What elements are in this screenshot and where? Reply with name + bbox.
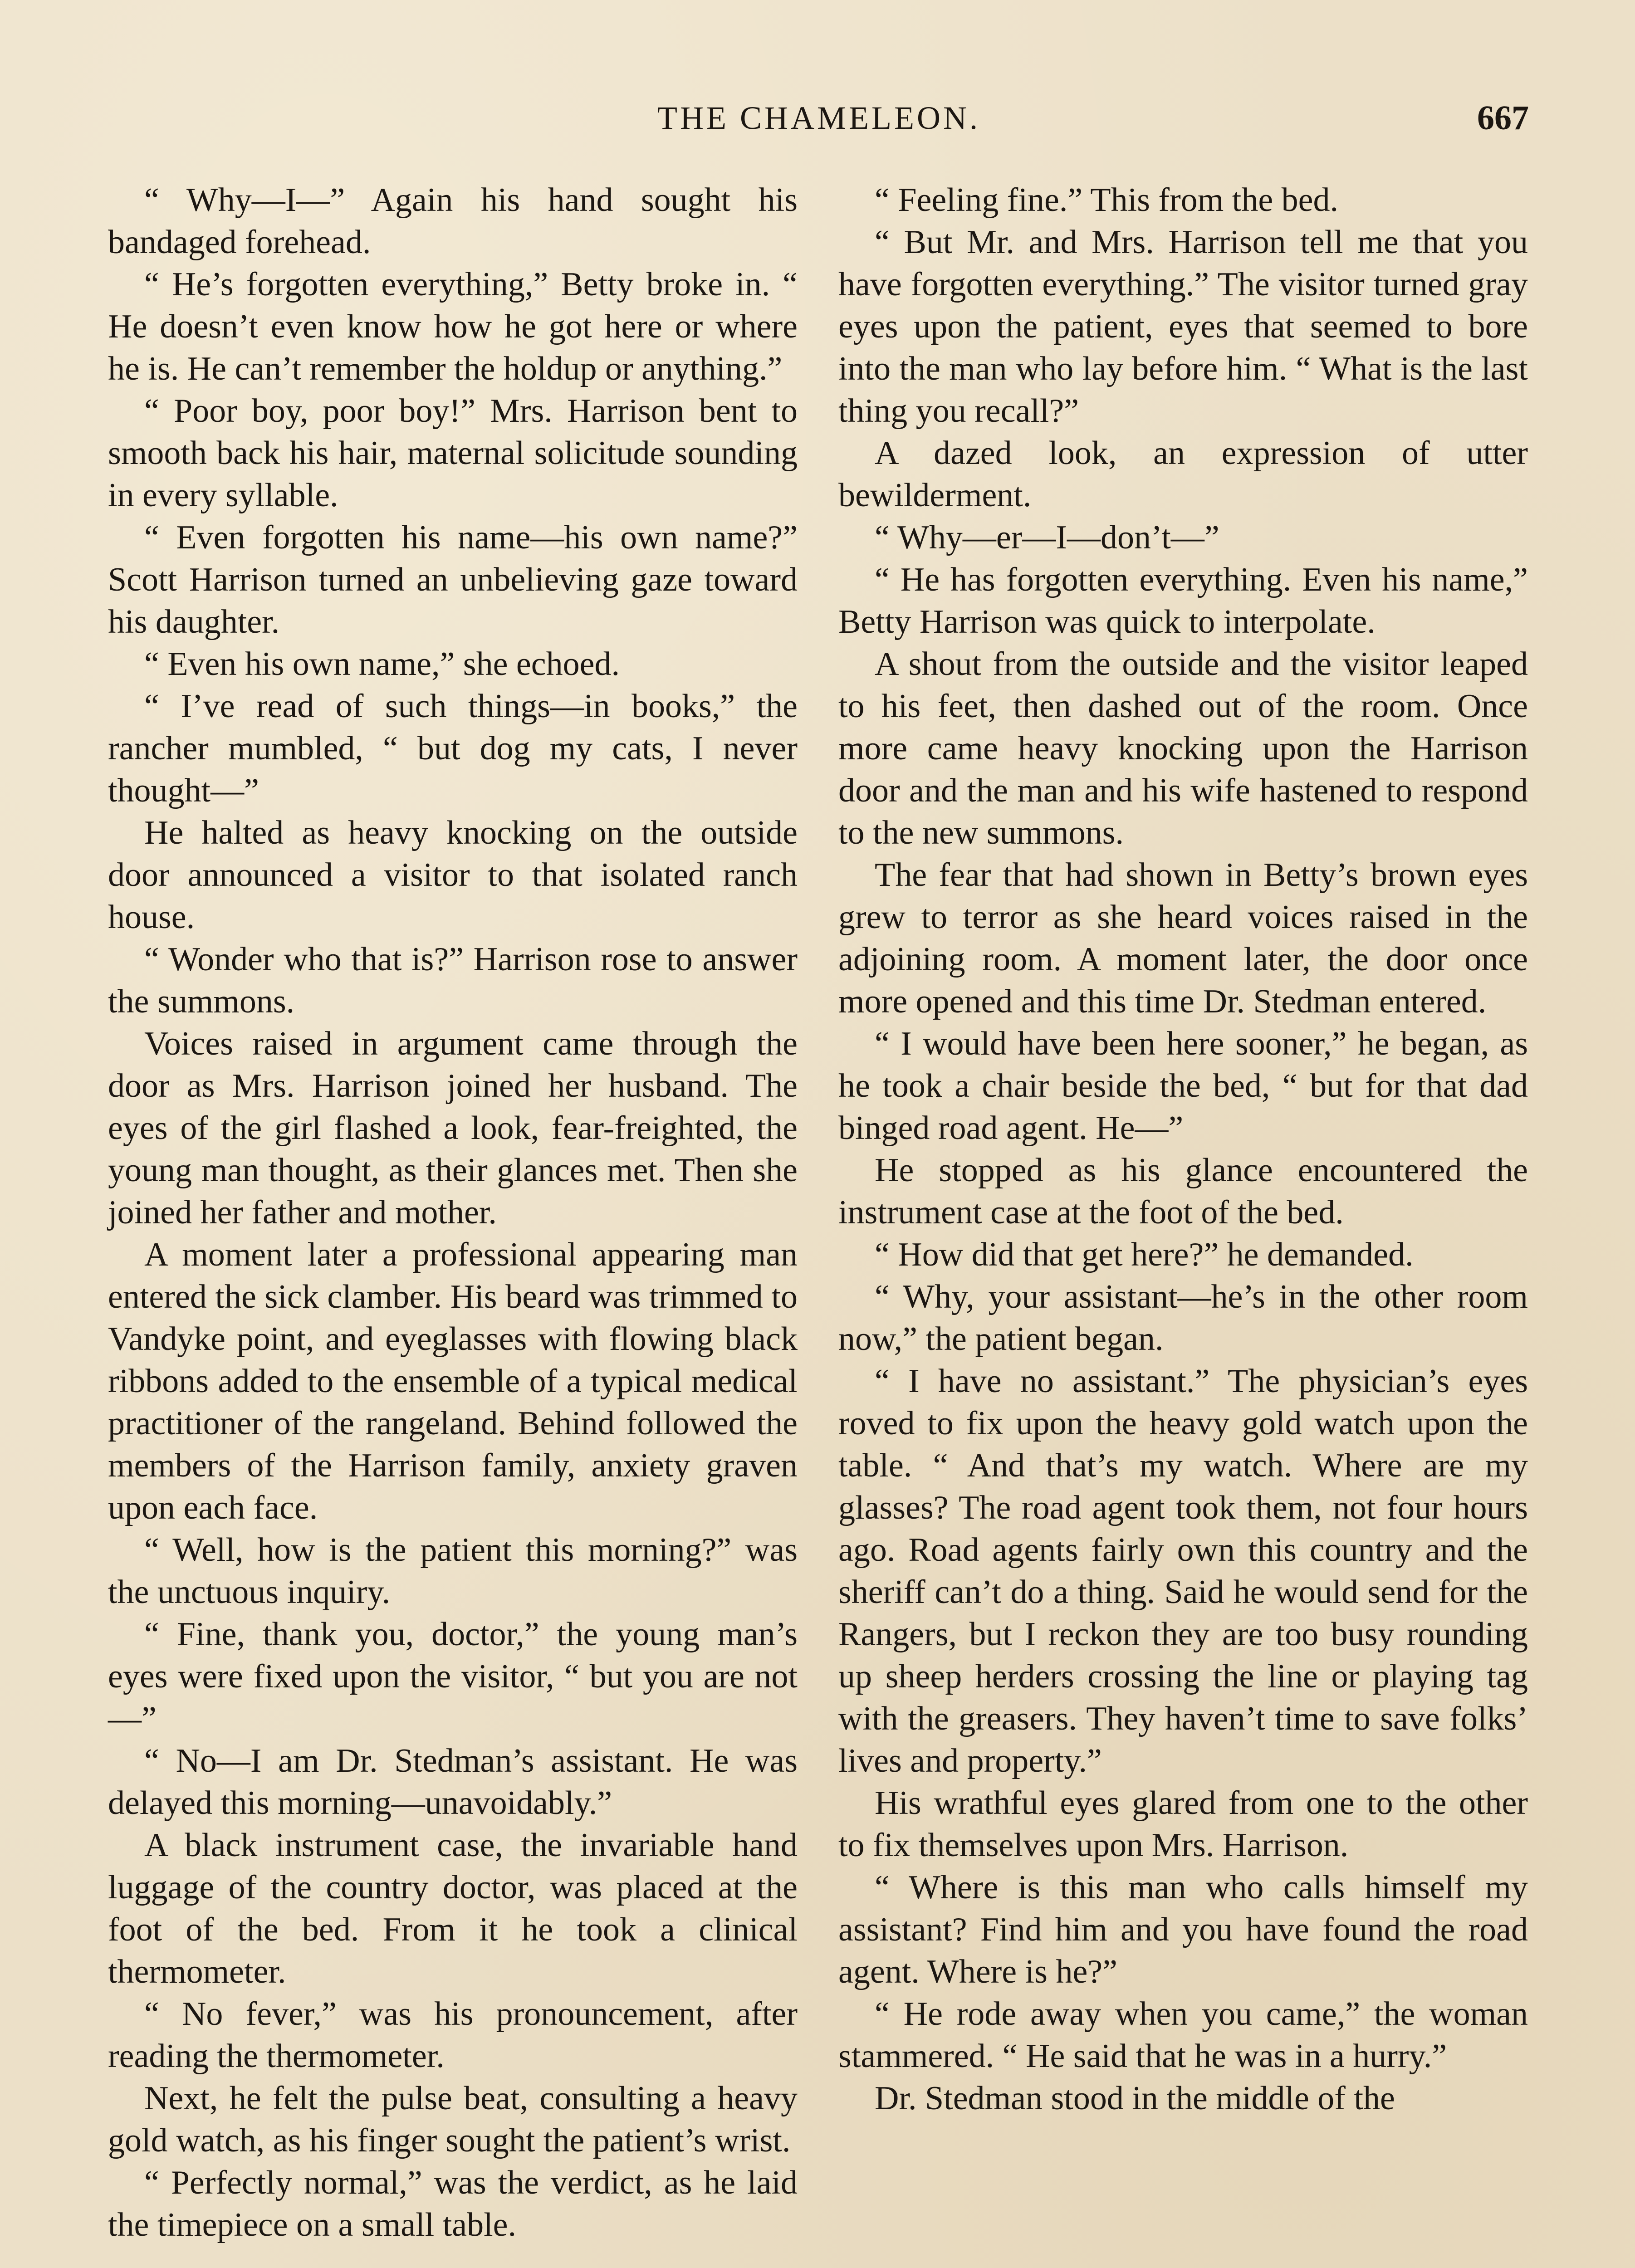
paragraph: Next, he felt the pulse beat, consulting a heavy gold watch, as his finger sought the patient’s wrist. — [108, 2080, 798, 2159]
paragraph: A shout from the outside and the visitor leaped to his feet, then dashed out of the room. Once more came heavy knocking upon the Harrison door and the man and his wife hastened to respond to the new summons. — [838, 645, 1528, 851]
paragraph: “ Even forgotten his name—his own name?” Scott Harrison turned an unbelieving gaze toward his daughter. — [108, 519, 798, 640]
paragraph: “ Perfectly normal,” was the verdict, as he laid the timepiece on a small table. — [108, 2164, 798, 2244]
paragraph: “ No fever,” was his pronouncement, after reading the thermometer. — [108, 1995, 798, 2075]
paragraph: “ Why—er—I—don’t—” — [875, 519, 1219, 556]
right-column — [838, 179, 1528, 2120]
paragraph: “ Fine, thank you, doctor,” the young man’s eyes were fixed upon the visitor, “ but you are not—” — [108, 1616, 798, 1737]
left-column — [108, 179, 798, 2246]
paragraph: “ I would have been here sooner,” he began, as he took a chair beside the bed, “ but for that dad binged road agent. He—” — [838, 1025, 1528, 1147]
paragraph: “ Why—I—” Again his hand sought his bandaged forehead. — [108, 181, 798, 261]
paragraph: Dr. Stedman stood in the middle of the — [875, 2080, 1395, 2117]
paragraph: “ I have no assistant.” The physician’s eyes roved to fix upon the heavy gold watch upon the table. “ And that’s my watch. Where are my glasses? The road agent took them, not four hours ago. Road agents fairly own this country and the sheriff can’t do a thing. Said he would send for the Rangers, but I reckon they are too busy rounding up sheep herders crossing the line or playing tag with the greasers. They haven’t time to save folks’ lives and property.” — [838, 1363, 1528, 1779]
paragraph: “ Well, how is the patient this morning?” was the unctuous inquiry. — [108, 1531, 798, 1611]
page-number: 667 — [1477, 99, 1529, 137]
paragraph: “ He rode away when you came,” the woman stammered. “ He said that he was in a hurry.” — [838, 1995, 1528, 2075]
paragraph: A black instrument case, the invariable hand luggage of the country doctor, was placed at the foot of the bed. From it he took a clinical thermometer. — [108, 1827, 798, 1990]
paragraph: “ Poor boy, poor boy!” Mrs. Harrison bent to smooth back his hair, maternal solicitude sounding in every syllable. — [108, 392, 798, 514]
page-header — [109, 93, 1529, 143]
paragraph: “ Why, your assistant—he’s in the other room now,” the patient began. — [838, 1278, 1528, 1358]
paragraph: “ How did that get here?” he demanded. — [875, 1236, 1414, 1273]
paragraph: He halted as heavy knocking on the outside door announced a visitor to that isolated ranch house. — [108, 814, 798, 936]
paragraph: A moment later a professional appearing man entered the sick clamber. His beard was trimmed to Vandyke point, and eyeglasses with flowing black ribbons added to the ensemble of a typical medical practitioner of the rangeland. Behind followed the members of the Harrison family, anxiety graven upon each face. — [108, 1236, 798, 1526]
paragraph: “ I’ve read of such things—in books,” the rancher mumbled, “ but dog my cats, I never thought—” — [108, 688, 798, 809]
paragraph: He stopped as his glance encountered the instrument case at the foot of the bed. — [838, 1152, 1528, 1231]
running-title: THE CHAMELEON. — [657, 100, 980, 136]
paragraph: “ He has forgotten everything. Even his name,” Betty Harrison was quick to interpolate. — [838, 561, 1528, 640]
paragraph: A dazed look, an expression of utter bewilderment. — [838, 435, 1528, 514]
paragraph: “ Where is this man who calls himself my assistant? Find him and you have found the road agent. Where is he?” — [838, 1869, 1528, 1990]
paragraph: “ Wonder who that is?” Harrison rose to answer the summons. — [108, 941, 798, 1020]
paragraph: “ No—I am Dr. Stedman’s assistant. He was delayed this morning—unavoidably.” — [108, 1742, 798, 1822]
paragraph: “ He’s forgotten everything,” Betty broke in. “ He doesn’t even know how he got here or where he is. He can’t remember the holdup or anything.” — [108, 266, 798, 387]
paragraph: The fear that had shown in Betty’s brown eyes grew to terror as she heard voices raised in the adjoining room. A moment later, the door once more opened and this time Dr. Stedman entered. — [838, 856, 1528, 1020]
paragraph: His wrathful eyes glared from one to the other to fix themselves upon Mrs. Harrison. — [838, 1784, 1528, 1864]
paragraph: “ But Mr. and Mrs. Harrison tell me that you have forgotten everything.” The visitor turned gray eyes upon the patient, eyes that seemed to bore into the man who lay before him. “ What is the last thing you recall?” — [838, 224, 1528, 430]
paragraph: “ Even his own name,” she echoed. — [144, 645, 620, 683]
paragraph: Voices raised in argument came through the door as Mrs. Harrison joined her husband. The eyes of the girl flashed a look, fear-freighted, the young man thought, as their glances met. Then she joined her father and mother. — [108, 1025, 798, 1231]
paragraph: “ Feeling fine.” This from the bed. — [875, 181, 1339, 219]
